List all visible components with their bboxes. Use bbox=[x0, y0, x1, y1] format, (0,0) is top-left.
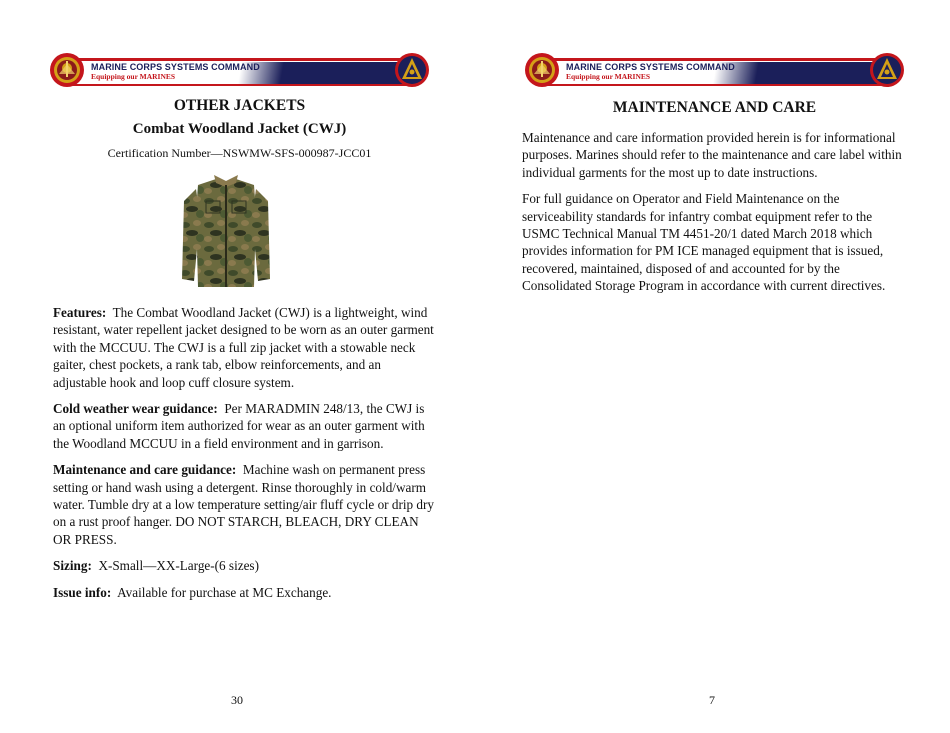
page-number: 7 bbox=[709, 693, 715, 707]
org-name: MARINE CORPS SYSTEMS COMMAND bbox=[566, 62, 735, 72]
banner-red-stripe-bottom bbox=[540, 84, 889, 86]
mcsc-logo-icon bbox=[394, 52, 430, 88]
sizing-paragraph bbox=[53, 557, 435, 574]
org-name: MARINE CORPS SYSTEMS COMMAND bbox=[91, 62, 260, 72]
maintenance-text: Machine wash on permanent press setting or hand wash using a detergent. Rinse thoroughly in cold/warm water. Tumble dry at a low temperature setting/air fluff cycle or drip dry on a rust proof hanger. DO NOT STARCH, BLEACH, DRY CLEAN OR PRESS. bbox=[53, 462, 434, 547]
maintenance-label: Maintenance and care guidance: bbox=[53, 462, 237, 478]
banner-org-text bbox=[566, 62, 735, 81]
page-number: 30 bbox=[231, 693, 243, 707]
banner-red-stripe-bottom bbox=[65, 84, 414, 86]
sizing-text: X-Small—XX-Large-(6 sizes) bbox=[98, 558, 259, 574]
usmc-emblem-icon bbox=[524, 52, 560, 88]
cold-weather-text: Per MARADMIN 248/13, the CWJ is an optional uniform item authorized for wear as an outer garment with the Woodland MCCUU in a field environment and in garrison. bbox=[53, 401, 425, 451]
section-title: MAINTENANCE AND CARE bbox=[612, 99, 817, 116]
mcsc-logo-icon bbox=[869, 52, 905, 88]
sizing-label: Sizing: bbox=[53, 558, 92, 574]
issue-text: Available for purchase at MC Exchange. bbox=[117, 584, 332, 600]
jacket-image bbox=[180, 171, 272, 289]
right-page bbox=[475, 0, 950, 733]
left-body-text bbox=[53, 304, 435, 601]
features-paragraph bbox=[53, 304, 435, 391]
issue-label: Issue info: bbox=[53, 584, 112, 600]
maintenance-paragraph bbox=[53, 461, 435, 548]
item-title: Combat Woodland Jacket (CWJ) bbox=[132, 121, 347, 137]
banner-red-stripe bbox=[65, 58, 414, 61]
cold-weather-label: Cold weather wear guidance: bbox=[53, 401, 218, 417]
section-title: OTHER JACKETS bbox=[173, 97, 306, 114]
features-text: The Combat Woodland Jacket (CWJ) is a lightweight, wind resistant, water repellent jacket designed to be worn as an outer garment with the MCCUU. The CWJ is a full zip jacket with a stowable neck gaiter, chest pockets, a rank tab, elbow reinforcements, and an adjustable hook and loop cuff closure system. bbox=[53, 305, 434, 390]
field-maintenance-paragraph: For full guidance on Operator and Field Maintenance on the serviceability standards for infantry combat equipment refer to the USMC Technical Manual TM 4451-20/1 dated March 2018 which provides information for PM ICE managed equipment that is issued, recovered, maintained, disposed of and accounted for by the Consolidated Storage Program in accordance with current directives. bbox=[522, 191, 886, 294]
banner-org-text bbox=[91, 62, 260, 81]
banner-red-stripe bbox=[540, 58, 889, 61]
usmc-emblem-icon bbox=[49, 52, 85, 88]
certification-number: Certification Number—NSWMW-SFS-000987-JCC01 bbox=[107, 146, 372, 160]
org-tagline: Equipping our MARINES bbox=[91, 72, 176, 81]
cold-weather-paragraph bbox=[53, 400, 435, 452]
maintenance-info-paragraph: Maintenance and care information provided herein is for informational purposes. Marines should refer to the maintenance and care label within individual garments for the most up to date instructions. bbox=[522, 130, 902, 180]
org-tagline: Equipping our MARINES bbox=[566, 72, 651, 81]
features-label: Features: bbox=[53, 305, 107, 320]
right-body-text bbox=[522, 129, 906, 295]
issue-paragraph bbox=[53, 584, 435, 601]
header-banner bbox=[522, 52, 907, 88]
header-banner bbox=[47, 52, 432, 88]
